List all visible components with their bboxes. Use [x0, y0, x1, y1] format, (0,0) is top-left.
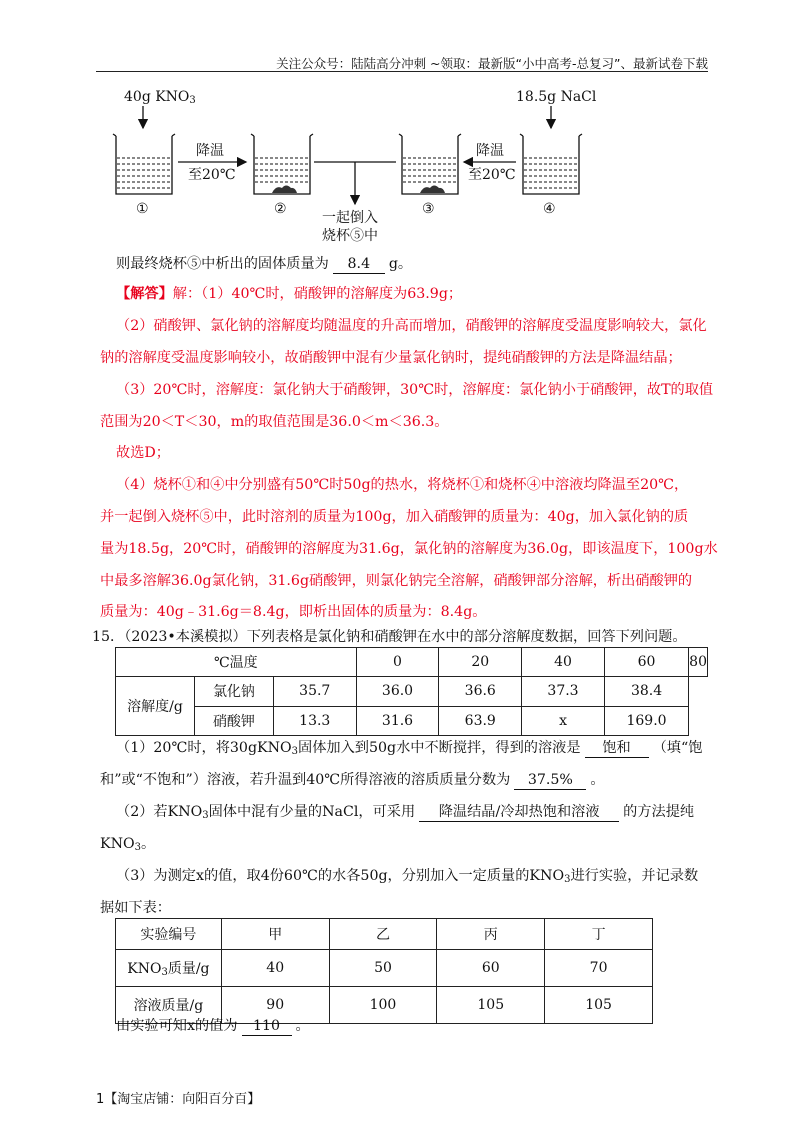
table-cell: 38.4 — [604, 677, 688, 707]
table-header-cell: 乙 — [329, 919, 437, 950]
table-cell: 70 — [545, 950, 653, 987]
q15-part3-line2: 据如下表： — [100, 900, 171, 916]
table-cell: 90 — [221, 987, 329, 1024]
left-arrow-text-bottom: 至20℃ — [188, 167, 236, 183]
table-cell: 105 — [437, 987, 545, 1024]
q15-part1-line1: （1）20℃时，将30gKNO$_3$固体加入到50g水中不断搅拌，得到的溶液是 饱和 （填“饱 — [116, 740, 703, 757]
q15-part4: 由实验可知x的值为 110 。 — [116, 1018, 310, 1034]
table-cell: x — [522, 706, 605, 736]
solution-line-9: 量为18.5g，20℃时，硝酸钾的溶解度为31.6g，氯化钠的溶解度为36.0g，即该温度下，100g水 — [100, 541, 718, 557]
table-cell: 60 — [437, 950, 545, 987]
solution-line-11: 质量为：40g﹣31.6g＝8.4g，即析出固体的质量为：8.4g。 — [100, 604, 487, 620]
page-footer: 1【淘宝店铺：向阳百分百】 — [96, 1092, 261, 1107]
solution-line-5: 范围为20＜T＜30，m的取值范围是36.0＜m＜36.3。 — [100, 414, 449, 430]
table-cell: 169.0 — [604, 706, 688, 736]
table-cell: 100 — [329, 987, 437, 1024]
left-arrow-text-top: 降温 — [196, 143, 224, 159]
table-cell: 63.9 — [439, 706, 522, 736]
kno3-name: 硝酸钾 — [212, 713, 255, 730]
nacl-name: 氯化钠 — [195, 677, 273, 707]
solution-line-7: （4）烧杯①和④中分别盛有50℃时50g的热水，将烧杯①和烧杯④中溶液均降温至20℃， — [116, 477, 689, 493]
q15-part2-line1: （2）若$KNO_3$固体中混有少量的NaCl，可采用 降温结晶/冷却热饱和溶液 的方法提纯 — [116, 804, 695, 821]
q15-answer-fraction: 37.5% — [514, 771, 586, 790]
q15-answer-method: 降温结晶/冷却热饱和溶液 — [419, 803, 619, 822]
q15-stem: 15．（2023•本溪模拟）下列表格是氯化钠和硝酸钾在水中的部分溶解度数据，回答下列问题。 — [92, 629, 687, 645]
kno3-label: 40g $KNO_3$ — [124, 89, 196, 106]
right-arrow-text-top: 降温 — [476, 143, 504, 159]
q15-answer-saturation: 饱和 — [585, 739, 649, 758]
solution-line-3: 钠的溶解度受温度影响较小，故硝酸钾中混有少量氯化钠时，提纯硝酸钾的方法是降温结晶； — [100, 350, 682, 366]
table-header-cell: 实验编号 — [116, 919, 222, 950]
solution-line-6: 故选D； — [116, 445, 170, 461]
table-row — [116, 677, 708, 707]
table-cell: 37.3 — [522, 677, 605, 707]
solution-line-2: （2）硝酸钾、氯化钠的溶解度均随温度的升高而增加，硝酸钾的溶解度受温度影响较大，氯化 — [116, 318, 707, 334]
row-group-label: 溶解度/g — [116, 677, 195, 735]
solution-line-4: （3）20℃时，溶解度：氯化钠大于硝酸钾，30℃时，溶解度：氯化钠小于硝酸钾，故T的取值 — [116, 382, 714, 398]
row-label-kno3-mass: $KNO_3$质量/g — [116, 950, 222, 987]
table-cell: 20 — [439, 648, 522, 677]
table-row — [116, 919, 653, 950]
table-cell: 50 — [329, 950, 437, 987]
row-label-solution-mass: 溶液质量/g — [116, 987, 222, 1024]
page-header: 关注公众号：陆陆高分冲刺 ~领取：最新版“小中高考-总复习”、最新试卷下载 — [276, 56, 708, 71]
table-cell: 40 — [522, 648, 605, 677]
q15-part3-line1: （3）为测定x的值，取4份60℃的水各50g，分别加入一定质量的$KNO_3$进行实验，并记录数 — [116, 868, 699, 885]
q15-part2-line2: $KNO_3$。 — [100, 836, 156, 853]
table-cell: 105 — [545, 987, 653, 1024]
right-arrow-text-bottom: 至20℃ — [468, 167, 516, 183]
temp-header: ℃温度 — [116, 648, 357, 677]
table-cell: 36.0 — [356, 677, 439, 707]
beaker-4 — [520, 134, 582, 194]
q14-result-suffix: g。 — [388, 256, 413, 272]
combine-text-2: 烧杯⑤中 — [322, 228, 378, 244]
table-cell: 40 — [221, 950, 329, 987]
table-cell: 35.7 — [273, 677, 356, 707]
combine-text-1: 一起倒入 — [322, 210, 378, 226]
q14-answer: 8.4 — [333, 255, 385, 274]
header-rule — [96, 71, 708, 72]
table-header-cell: 甲 — [221, 919, 329, 950]
beaker-label-3: ③ — [422, 201, 435, 217]
table-header-cell: 丙 — [437, 919, 545, 950]
table-row — [116, 648, 708, 677]
table-cell: 36.6 — [439, 677, 522, 707]
solubility-table — [115, 647, 708, 736]
q15-answer-x: 110 — [242, 1017, 292, 1036]
beaker-2 — [251, 134, 313, 194]
q14-result-prefix: 则最终烧杯⑤中析出的固体质量为 — [116, 256, 329, 272]
table-cell: 0 — [356, 648, 439, 677]
beaker-diagram — [96, 84, 708, 244]
nacl-label: 18.5g NaCl — [516, 89, 597, 105]
table-header-cell: 丁 — [545, 919, 653, 950]
table-cell: 31.6 — [356, 706, 439, 736]
solubility-group-cell — [116, 677, 274, 736]
solution-tag: 【解答】 — [116, 286, 173, 302]
table-cell: 80 — [689, 648, 708, 677]
beaker-label-1: ① — [136, 201, 149, 217]
solution-line-10: 中最多溶解36.0g氯化钠，31.6g硝酸钾，则氯化钠完全溶解，硝酸钾部分溶解，析出硝酸钾的 — [100, 573, 693, 589]
solution-line-8: 并一起倒入烧杯⑤中，此时溶剂的质量为100g，加入硝酸钾的质量为：40g，加入氯化钠的质 — [100, 509, 689, 525]
q14-result — [116, 254, 412, 274]
beaker-label-4: ④ — [543, 201, 556, 217]
beaker-label-2: ② — [274, 201, 287, 217]
beaker-3 — [399, 134, 461, 194]
solution-line-1: 【解答】解：（1）40℃时，硝酸钾的溶解度为63.9g； — [116, 286, 463, 302]
q15-part1-line2: 和”或“不饱和”）溶液，若升温到40℃所得溶液的溶质质量分数为 37.5% 。 — [100, 772, 605, 788]
table-cell: 60 — [604, 648, 688, 677]
beaker-1 — [113, 134, 175, 194]
experiment-table — [115, 918, 653, 1024]
table-row — [116, 950, 653, 987]
table-cell: 13.3 — [273, 706, 356, 736]
